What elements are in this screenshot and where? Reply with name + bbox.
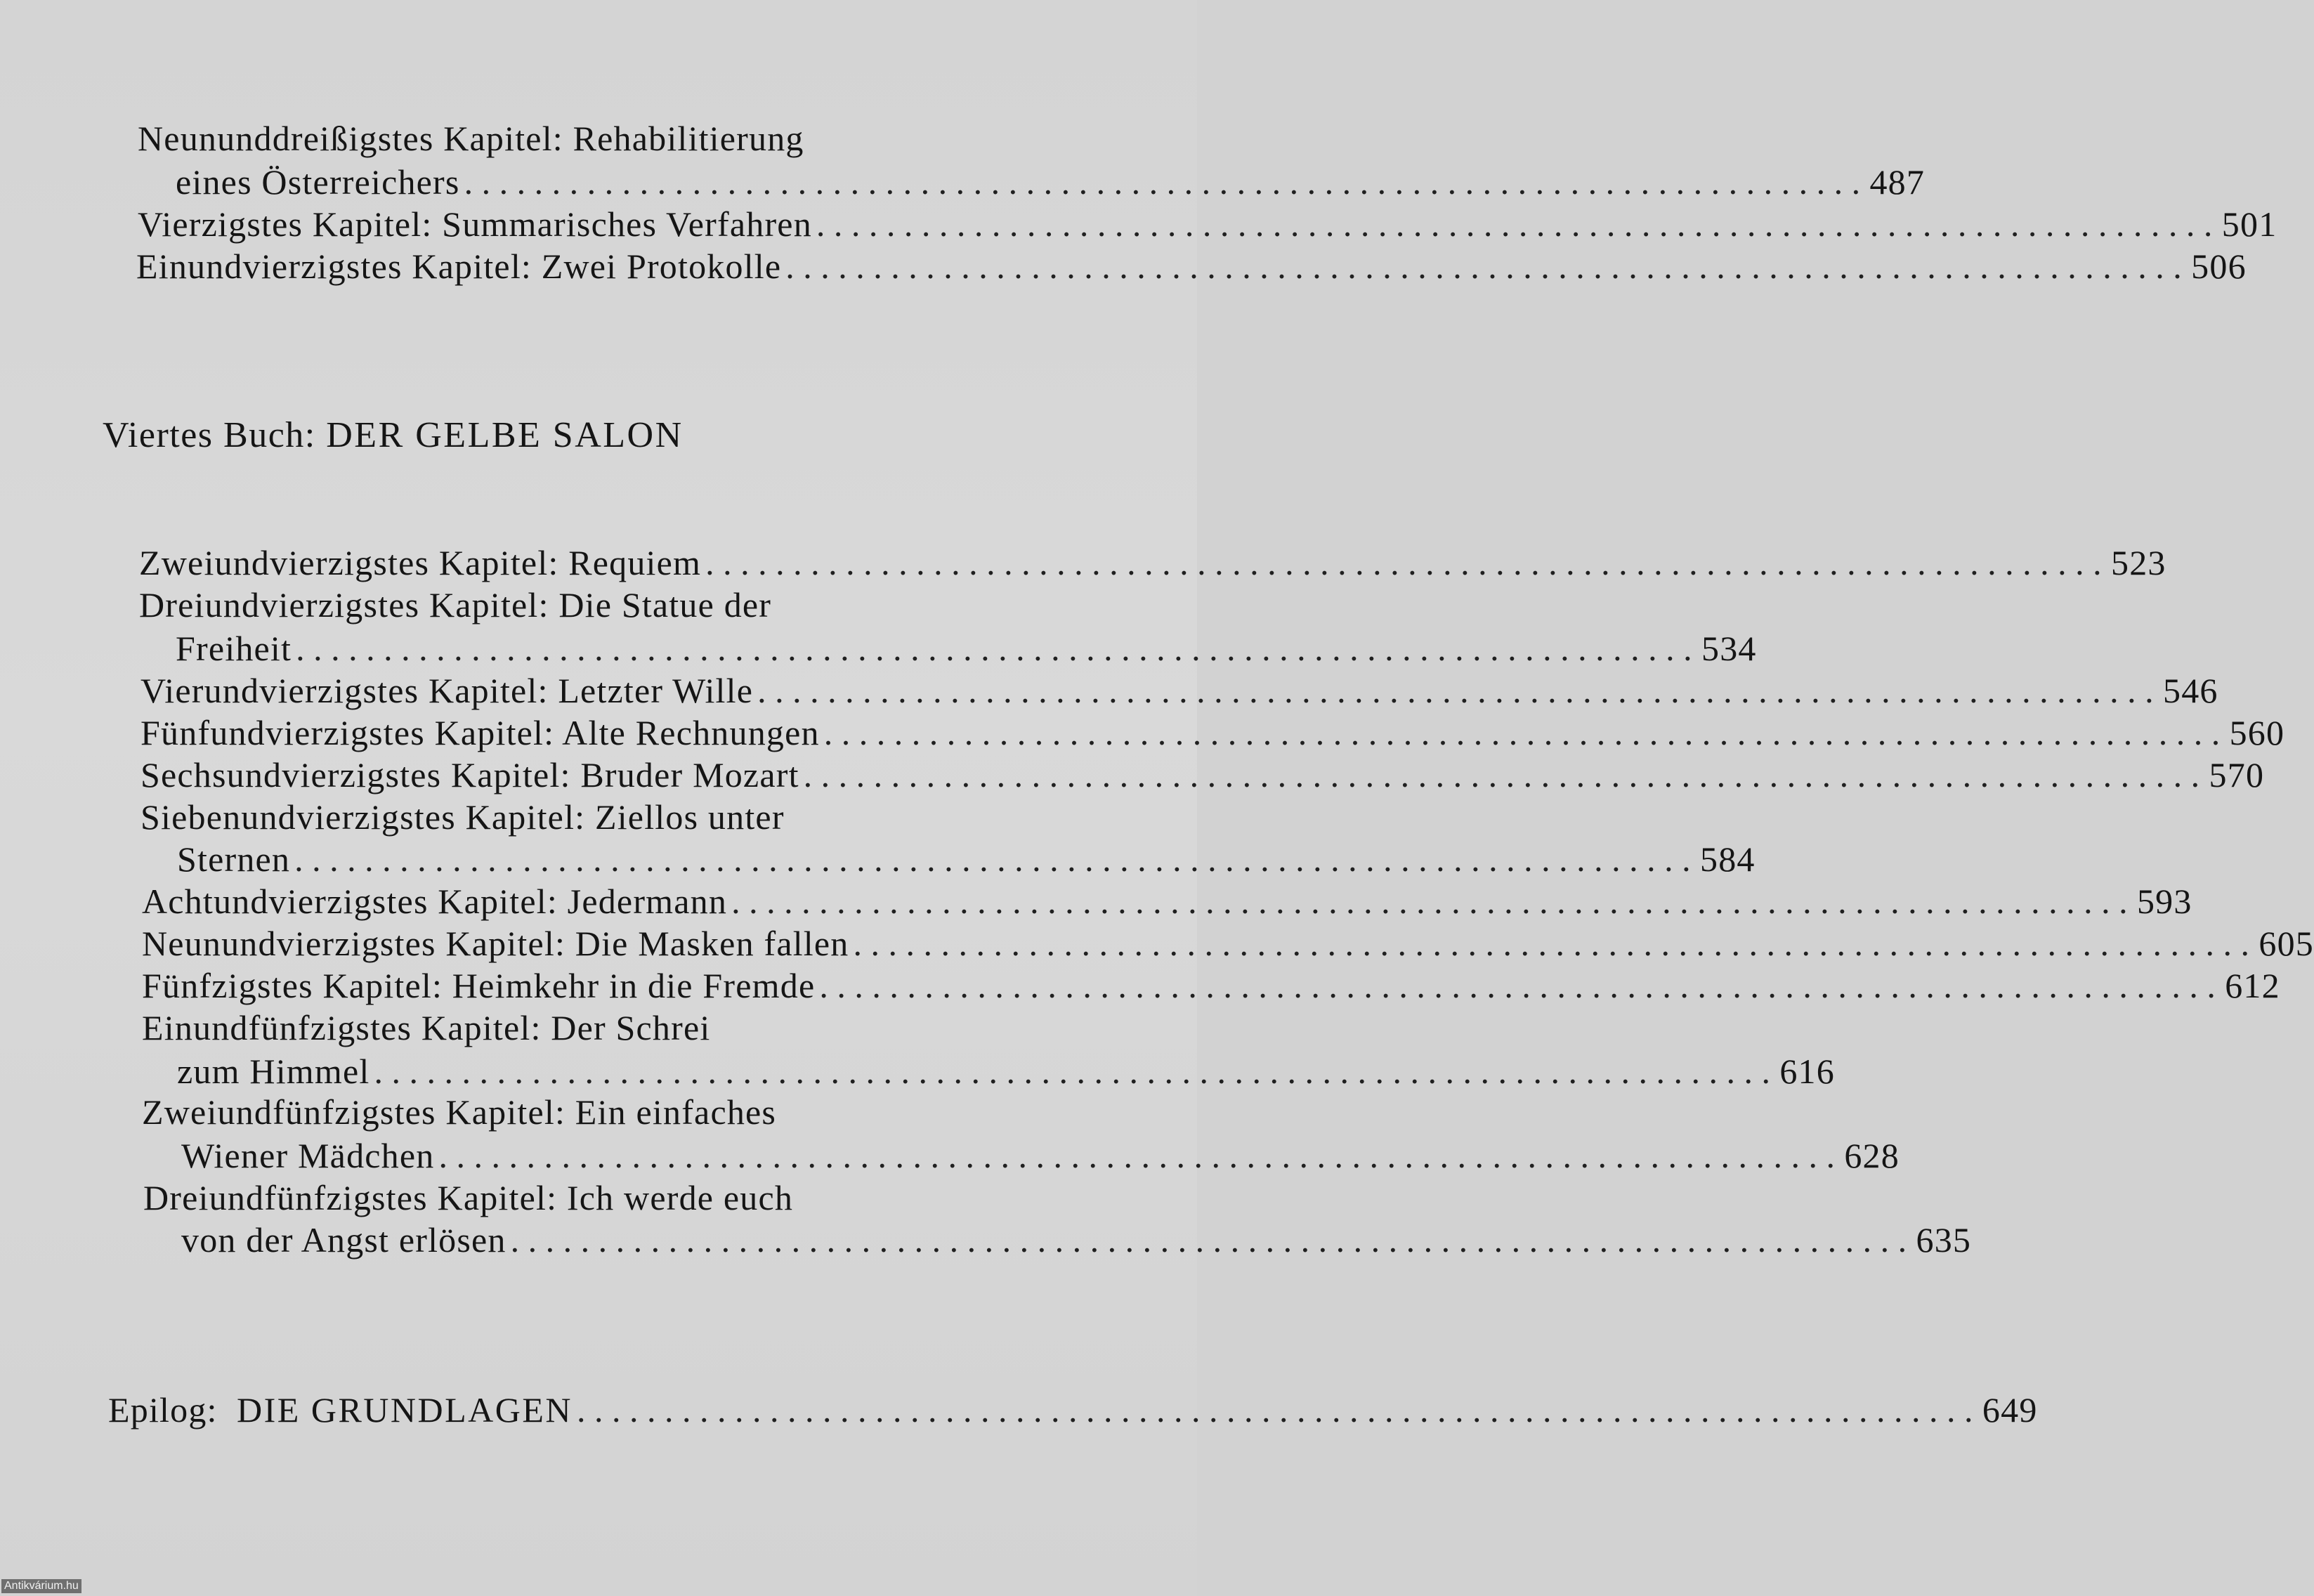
dot-leader: . . . . . . . . . . . . . . . . . . . . . . . . . . . . . . . . . . . . . . . . . . . . . . . . . . . . . . . . . . . . . . . . . . . . . . . . . . . . . . . .: [577, 1390, 1973, 1430]
dot-leader: . . . . . . . . . . . . . . . . . . . . . . . . . . . . . . . . . . . . . . . . . . . . . . . . . . . . . . . . . . . . . . . . . . . . . . . . . . . . . . . .: [816, 204, 2213, 244]
toc-entry-39-line1: [138, 117, 1024, 160]
toc-entry-41: [136, 244, 2247, 288]
toc-entry-title: Zweiundfünfzigstes Kapitel: Ein einfaches: [142, 1092, 777, 1132]
page-number: 593: [2136, 882, 2192, 921]
toc-entry-52-line1: [142, 1090, 1026, 1134]
toc-entry-title: Achtundvierzigstes Kapitel: Jedermann: [142, 882, 728, 921]
dot-leader: . . . . . . . . . . . . . . . . . . . . . . . . . . . . . . . . . . . . . . . . . . . . . . . . . . . . . . . . . . . . . . . . . . . . . . . . . . . . . . . .: [296, 629, 1692, 668]
dot-leader: . . . . . . . . . . . . . . . . . . . . . . . . . . . . . . . . . . . . . . . . . . . . . . . . . . . . . . . . . . . . . . . . . . . . . . . . . . . . . . . .: [374, 1052, 1770, 1091]
toc-entry-42: [139, 541, 2166, 584]
page-number: 560: [2229, 713, 2285, 752]
dot-leader: . . . . . . . . . . . . . . . . . . . . . . . . . . . . . . . . . . . . . . . . . . . . . . . . . . . . . . . . . . . . . . . . . . . . . . . . . . . . . . . .: [731, 882, 2128, 921]
toc-entry-51-line2: [177, 1049, 1835, 1093]
watermark: Antikvárium.hu: [1, 1579, 81, 1593]
toc-entry-title: von der Angst erlösen: [181, 1220, 506, 1260]
toc-entry-title: Fünfundvierzigstes Kapitel: Alte Rechnungen: [140, 713, 820, 752]
toc-entry-title: Neununddreißigstes Kapitel: Rehabilitierung: [138, 119, 804, 158]
toc-entry-epilog: [108, 1388, 2038, 1432]
toc-entry-title: Wiener Mädchen: [181, 1136, 435, 1175]
page-number: 616: [1779, 1052, 1835, 1091]
dot-leader: . . . . . . . . . . . . . . . . . . . . . . . . . . . . . . . . . . . . . . . . . . . . . . . . . . . . . . . . . . . . . . . . . . . . . . . . . . . . . . . .: [785, 247, 2182, 286]
toc-entry-title: Sechsundvierzigstes Kapitel: Bruder Mozart: [140, 755, 799, 794]
toc-entry-47-line2: [177, 837, 1756, 881]
dot-leader: . . . . . . . . . . . . . . . . . . . . . . . . . . . . . . . . . . . . . . . . . . . . . . . . . . . . . . . . . . . . . . . . . . . . . . . . . . . . . . . .: [823, 713, 2221, 752]
page-number: 546: [2163, 671, 2218, 710]
toc-entry-title: Siebenundvierzigstes Kapitel: Ziellos unter: [140, 797, 785, 837]
toc-entry-title: Dreiundfünfzigstes Kapitel: Ich werde euch: [143, 1178, 794, 1217]
dot-leader: . . . . . . . . . . . . . . . . . . . . . . . . . . . . . . . . . . . . . . . . . . . . . . . . . . . . . . . . . . . . . . . . . . . . . . . . . . . . . . . .: [438, 1136, 1835, 1175]
toc-entry-title: Einundfünfzigstes Kapitel: Der Schrei: [142, 1008, 711, 1047]
dot-leader: . . . . . . . . . . . . . . . . . . . . . . . . . . . . . . . . . . . . . . . . . . . . . . . . . . . . . . . . . . . . . . . . . . . . . . . . . . . . . . . .: [705, 543, 2102, 582]
toc-entry-40: [138, 202, 2277, 246]
book-heading: [103, 413, 684, 458]
toc-entry-title: zum Himmel: [177, 1052, 370, 1091]
page-number: 506: [2191, 247, 2247, 286]
toc-entry-title: Zweiundvierzigstes Kapitel: Requiem: [139, 543, 702, 582]
dot-leader: . . . . . . . . . . . . . . . . . . . . . . . . . . . . . . . . . . . . . . . . . . . . . . . . . . . . . . . . . . . . . . . . . . . . . . . . . . . . . . . .: [464, 162, 1861, 202]
toc-entry-48: [142, 879, 2192, 923]
toc-entry-53-line1: [143, 1176, 1026, 1219]
toc-entry-44: [140, 669, 2218, 712]
toc-entry-49: [142, 922, 2314, 965]
toc-entry-title: Neunundvierzigstes Kapitel: Die Masken fallen: [142, 924, 849, 963]
toc-entry-43-line2: [176, 627, 1757, 670]
dot-leader: . . . . . . . . . . . . . . . . . . . . . . . . . . . . . . . . . . . . . . . . . . . . . . . . . . . . . . . . . . . . . . . . . . . . . . . . . . . . . . . .: [510, 1220, 1907, 1260]
toc-entry-51-line1: [142, 1006, 1026, 1049]
epilog-label: Epilog:: [108, 1390, 218, 1430]
page-number: 635: [1916, 1220, 1972, 1260]
toc-entry-title: Vierundvierzigstes Kapitel: Letzter Wille: [140, 671, 754, 710]
toc-entry-45: [140, 711, 2285, 754]
toc-entry-43-line1: [139, 583, 1026, 627]
toc-entry-title: eines Österreichers: [176, 162, 460, 202]
toc-entry-title: Fünfzigstes Kapitel: Heimkehr in die Fremde: [142, 966, 816, 1005]
dot-leader: . . . . . . . . . . . . . . . . . . . . . . . . . . . . . . . . . . . . . . . . . . . . . . . . . . . . . . . . . . . . . . . . . . . . . . . . . . . . . . . .: [819, 966, 2216, 1005]
toc-entry-46: [140, 753, 2265, 797]
page-number: 649: [1982, 1390, 2038, 1430]
dot-leader: . . . . . . . . . . . . . . . . . . . . . . . . . . . . . . . . . . . . . . . . . . . . . . . . . . . . . . . . . . . . . . . . . . . . . . . . . . . . . . . .: [757, 671, 2154, 710]
toc-entry-title: [108, 1388, 573, 1432]
page-number: 628: [1844, 1136, 1900, 1175]
page-number: 570: [2209, 755, 2265, 794]
toc-entry-50: [142, 964, 2280, 1007]
page-number: 605: [2259, 924, 2314, 963]
page-number: 534: [1701, 629, 1757, 668]
toc-entry-title: Sternen: [177, 839, 291, 879]
toc-entry-title: Freiheit: [176, 629, 292, 668]
book-label: Viertes Buch:: [103, 415, 316, 455]
page-number: 584: [1700, 839, 1756, 879]
toc-entry-47-line1: [140, 795, 1026, 839]
toc-entry-title: Vierzigstes Kapitel: Summarisches Verfahren: [138, 204, 812, 244]
toc-entry-52-line2: [181, 1134, 1900, 1177]
book-title: DER GELBE SALON: [326, 415, 684, 455]
toc-entry-39-line2: [176, 160, 1926, 204]
epilog-title: DIE GRUNDLAGEN: [237, 1390, 573, 1430]
page-number: 487: [1869, 162, 1926, 202]
page-number: 612: [2225, 966, 2280, 1005]
dot-leader: . . . . . . . . . . . . . . . . . . . . . . . . . . . . . . . . . . . . . . . . . . . . . . . . . . . . . . . . . . . . . . . . . . . . . . . . . . . . . . . .: [803, 755, 2200, 794]
toc-entry-title: Dreiundvierzigstes Kapitel: Die Statue der: [139, 585, 772, 624]
page-number: 501: [2221, 204, 2277, 244]
dot-leader: . . . . . . . . . . . . . . . . . . . . . . . . . . . . . . . . . . . . . . . . . . . . . . . . . . . . . . . . . . . . . . . . . . . . . . . . . . . . . . . .: [853, 924, 2249, 963]
toc-entry-title: Einundvierzigstes Kapitel: Zwei Protokolle: [136, 247, 782, 286]
dot-leader: . . . . . . . . . . . . . . . . . . . . . . . . . . . . . . . . . . . . . . . . . . . . . . . . . . . . . . . . . . . . . . . . . . . . . . . . . . . . . . . .: [294, 839, 1691, 879]
page-number: 523: [2111, 543, 2166, 582]
toc-entry-53-line2: [181, 1218, 1972, 1262]
